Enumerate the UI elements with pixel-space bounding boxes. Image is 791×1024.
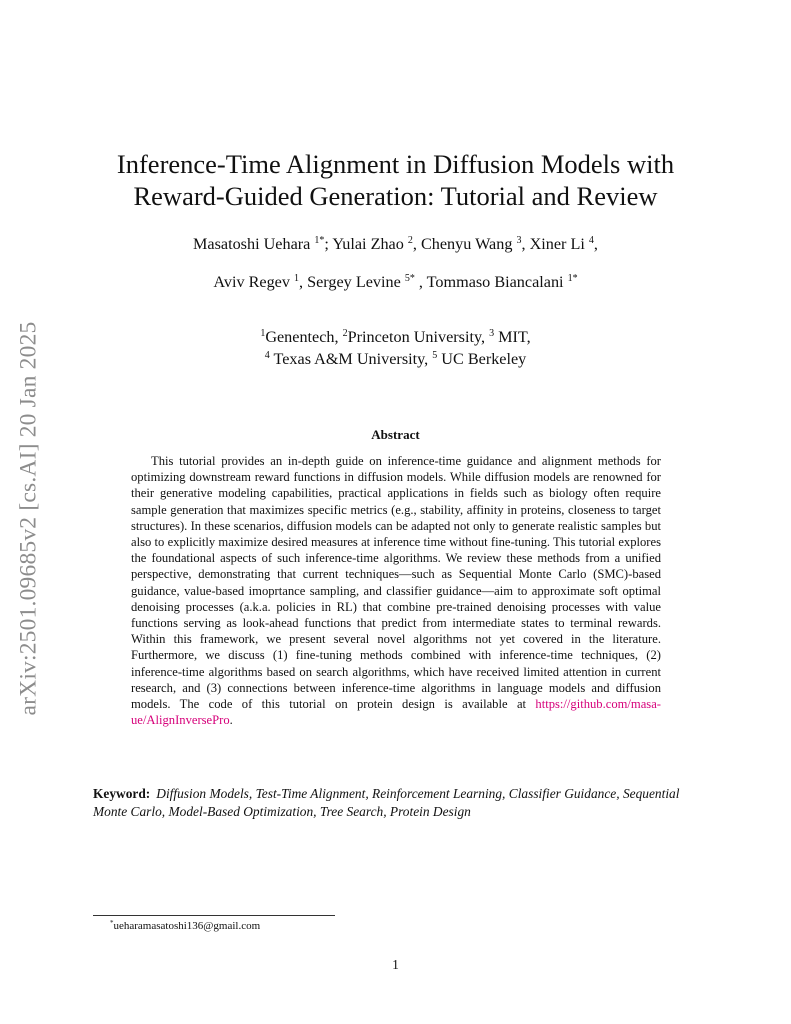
author-affiliation-mark: 1* bbox=[567, 273, 578, 284]
author-name: ; Yulai Zhao bbox=[324, 235, 408, 253]
author-line-1 bbox=[60, 235, 731, 254]
abstract-body bbox=[131, 453, 661, 728]
author-name: , Xiner Li bbox=[521, 235, 589, 253]
keywords bbox=[93, 785, 701, 820]
author-separator: , bbox=[593, 235, 598, 253]
keywords-list: Diffusion Models, Test-Time Alignment, Reinforcement Learning, Classifier Guidance, Sequential Monte Carlo, Model-Based Optimization, Tree Search, Protein Design bbox=[93, 786, 680, 819]
title-line-2: Reward-Guided Generation: Tutorial and Review bbox=[133, 181, 658, 211]
author-name: , Chenyu Wang bbox=[412, 235, 517, 253]
abstract-text: This tutorial provides an in-depth guide on inference-time guidance and alignment methods for optimizing downstream reward functions in diffusion models. While diffusion models are renowned for their generative modeling capabilities, practical applications in fields such as biology often require sample generation that maximizes specific metrics (e.g., stability, affinity in proteins, closeness to target structures). In these scenarios, diffusion models can be adapted not only to generate realistic samples but also to explicitly maximize desired measures at inference time without fine-tuning. This tutorial explores the foundational aspects of such inference-time algorithms. We review these methods from a unified perspective, demonstrating that current techniques—such as Sequential Monte Carlo (SMC)-based guidance, value-based imoprtance sampling, and classifier guidance—aim to approximate soft optimal denoising processes (a.k.a. policies in RL) that combine pre-trained denoising processes with value functions serving as look-ahead functions that predict from intermediate states to terminal rewards. Within this framework, we present several novel algorithms not yet covered in the literature. Furthermore, we discuss (1) fine-tuning methods combined with inference-time techniques, (2) inference-time algorithms based on search algorithms, which have received limited attention in current research, and (3) connections between inference-time algorithms in language models and diffusion models. The code of this tutorial on protein design is available at bbox=[131, 454, 661, 712]
author-affiliation-mark: 5* bbox=[404, 273, 415, 284]
author-affiliation-mark: 2 bbox=[407, 235, 413, 246]
affiliation-line-1 bbox=[60, 326, 731, 348]
author-name: , Sergey Levine bbox=[299, 273, 405, 291]
footnote-mark: * bbox=[110, 919, 114, 927]
affiliation-mark: 5 bbox=[432, 350, 438, 361]
author-affiliation-mark: 1* bbox=[314, 235, 325, 246]
code-repository-link[interactable]: https://github.com/masa-ue/AlignInversePro bbox=[131, 697, 661, 728]
affiliation-name: MIT, bbox=[494, 328, 531, 346]
arxiv-identifier-text: arXiv:2501.09685v2 [cs.AI] 20 Jan 2025 bbox=[15, 321, 42, 715]
author-line-2 bbox=[60, 273, 731, 292]
author-affiliation-mark: 4 bbox=[588, 235, 594, 246]
author-affiliation-mark: 1 bbox=[294, 273, 300, 284]
footnote-divider bbox=[93, 915, 335, 916]
paper-title bbox=[60, 148, 731, 212]
author-name: Aviv Regev bbox=[213, 273, 295, 291]
author-name: Masatoshi Uehara bbox=[193, 235, 315, 253]
affiliation-name: UC Berkeley bbox=[437, 350, 527, 368]
footnote bbox=[110, 920, 260, 932]
affiliation-name: Princeton University, bbox=[347, 328, 490, 346]
affiliation-mark: 4 bbox=[264, 350, 270, 361]
arxiv-identifier-stamp bbox=[8, 298, 50, 738]
affiliations bbox=[60, 326, 731, 370]
affiliation-line-2 bbox=[60, 348, 731, 370]
abstract-heading: Abstract bbox=[371, 427, 420, 442]
abstract-text-end: . bbox=[229, 713, 233, 728]
affiliation-mark: 3 bbox=[489, 328, 495, 339]
affiliation-name: Texas A&M University, bbox=[269, 350, 433, 368]
author-name: , Tommaso Biancalani bbox=[414, 273, 568, 291]
footnote-email: ueharamasatoshi136@gmail.com bbox=[113, 920, 261, 932]
affiliation-name: Genentech, bbox=[265, 328, 343, 346]
keywords-label: Keyword: bbox=[93, 786, 151, 801]
affiliation-mark: 2 bbox=[342, 328, 348, 339]
affiliation-mark: 1 bbox=[260, 328, 266, 339]
page-number: 1 bbox=[392, 957, 399, 972]
title-line-1: Inference-Time Alignment in Diffusion Models with bbox=[116, 149, 675, 179]
author-affiliation-mark: 3 bbox=[516, 235, 522, 246]
